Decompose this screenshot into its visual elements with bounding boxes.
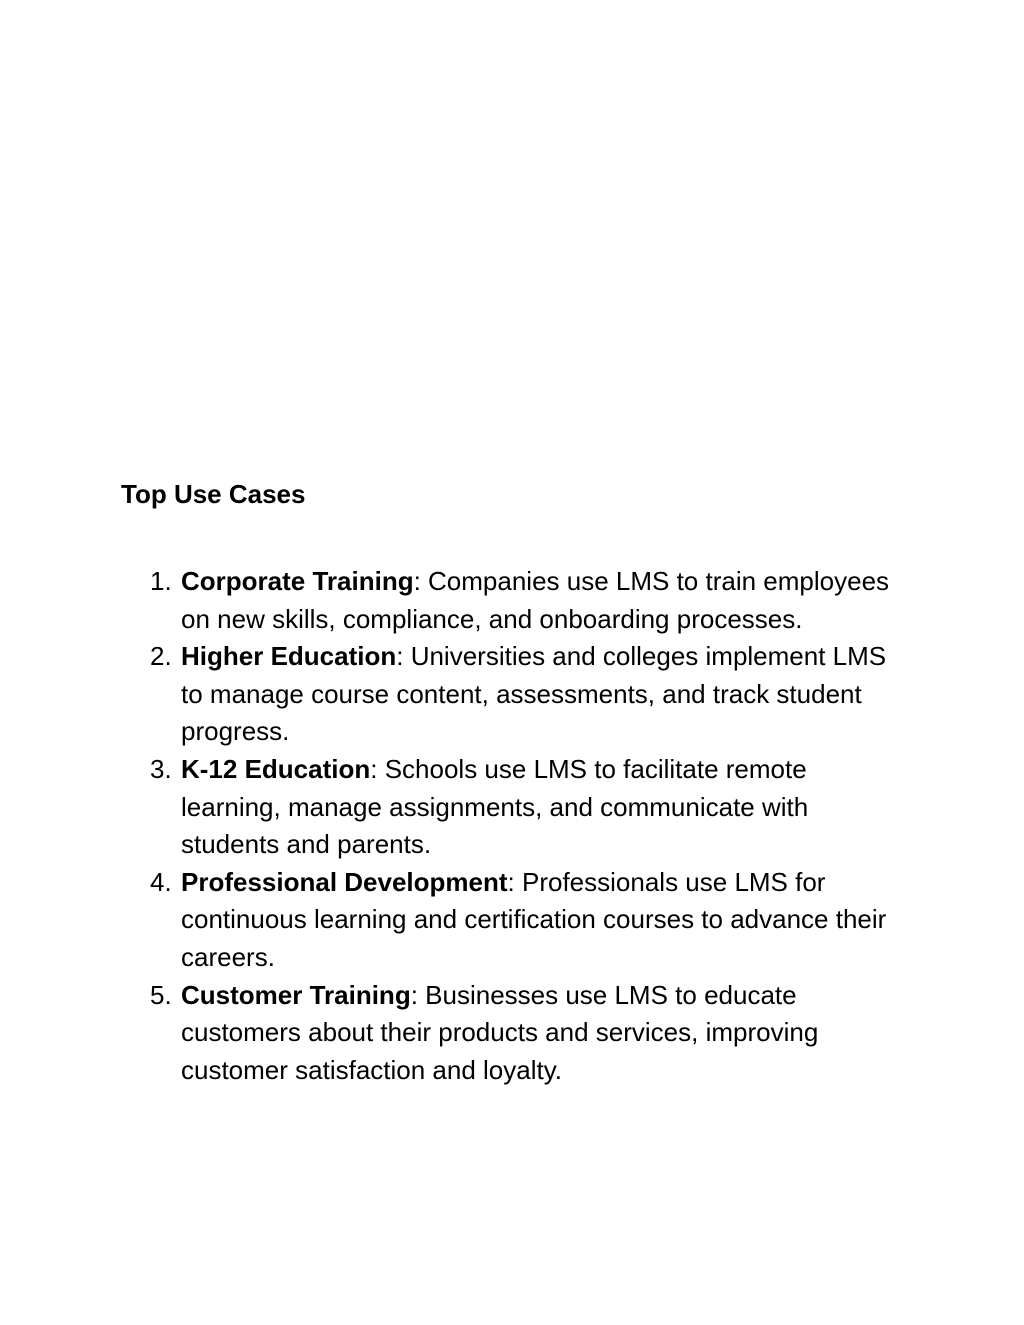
list-item-number: 5. bbox=[150, 979, 172, 1010]
list-item-text: : Businesses use LMS to educate customers about their products and services, improving customer satisfaction and loyalty. bbox=[181, 979, 819, 1085]
list-item bbox=[0, 563, 901, 638]
list-item-text: : Universities and colleges implement LMS to manage course content, assessments, and track student progress. bbox=[181, 641, 887, 747]
list-item-number: 3. bbox=[150, 753, 172, 784]
list-item bbox=[0, 751, 901, 864]
list-item-number: 2. bbox=[150, 641, 172, 672]
list-item bbox=[0, 864, 901, 977]
section-heading: Top Use Cases bbox=[121, 479, 306, 509]
list-item-text: : Companies use LMS to train employees on new skills, compliance, and onboarding processes. bbox=[181, 566, 890, 634]
list-item bbox=[0, 638, 901, 751]
list-item-text: : Schools use LMS to facilitate remote learning, manage assignments, and communicate with students and parents. bbox=[181, 753, 809, 860]
list-item-term: Higher Education bbox=[181, 641, 397, 672]
list-item-term: Professional Development bbox=[181, 866, 508, 897]
use-cases-list bbox=[0, 563, 1024, 1089]
list-item-number: 4. bbox=[150, 866, 172, 897]
list-item-term: Corporate Training bbox=[181, 566, 414, 596]
list-item-term: Customer Training bbox=[181, 979, 411, 1010]
list-item bbox=[0, 977, 901, 1090]
list-item-number: 1. bbox=[150, 566, 172, 596]
list-item-term: K-12 Education bbox=[181, 753, 371, 784]
list-item-text: : Professionals use LMS for continuous learning and certification courses to advance their careers. bbox=[181, 866, 887, 972]
